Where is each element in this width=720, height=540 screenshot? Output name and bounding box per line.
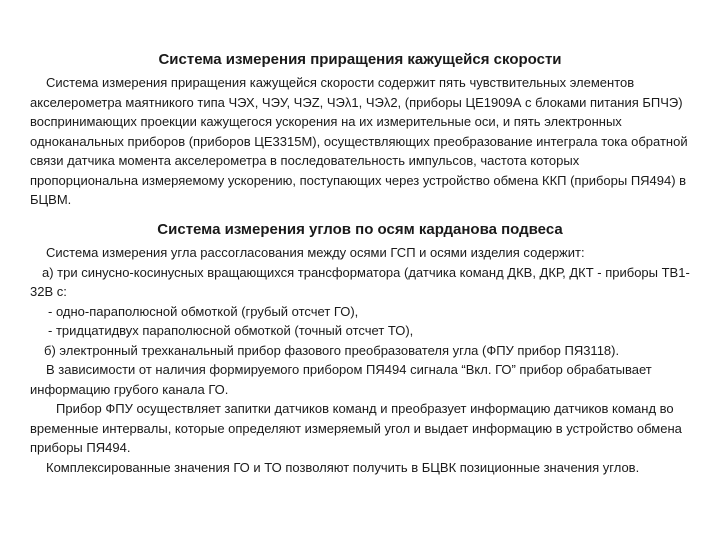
velocity-paragraph	[30, 73, 690, 210]
gimbal-sub-item-2: - тридцатидвух параполюсной обмоткой (точный отсчет ТО),	[48, 323, 414, 338]
gimbal-para-5: Комплексированные значения ГО и ТО позволяют получить в БЦВК позиционные значения углов.	[46, 459, 640, 475]
section-title-gimbal: Система измерения углов по осям карданова подвеса	[157, 221, 563, 238]
gimbal-para-4-text: Прибор ФПУ осуществляет запитки датчиков команд и преобразует информацию датчиков команд во временные интервалы, которые определяют измеряемый угол и выдает информацию в устройство обмена приборы ПЯ494.	[30, 401, 682, 455]
gimbal-item-a-text: а) три синусно-косинусных вращающихся трансформатора (датчика команд ДКВ, ДКР, ДКТ - приборы ТВ1-32В с:	[30, 264, 690, 299]
gimbal-item-b: б) электронный трехканальный прибор фазового преобразователя угла (ФПУ прибор ПЯ3118).	[44, 342, 620, 358]
gimbal-para-3: В зависимости от наличия формируемого прибором ПЯ494 сигнала “Вкл. ГО” прибор обрабатывает информацию грубого канала ГО.	[30, 362, 652, 397]
gimbal-sub-item-1: - одно-параполюсной обмоткой (грубый отсчет ГО),	[48, 303, 359, 319]
gimbal-para-4	[30, 399, 690, 458]
velocity-paragraph-text: Система измерения приращения кажущейся скорости содержит пять чувствительных элементов акселерометра маятникого типа ЧЭХ, ЧЭУ, ЧЭZ, ЧЭλ1, ЧЭλ2, (приборы ЦЕ1909А с блоками питания БПЧЭ) воспринимающих проекции кажущегося ускорения на их измерительные оси, и пять электронных одноканальных приборов (приборов ЦЕ3315М), осуществляющих преобразование интеграла тока обратной связи датчика момента акселерометра в последовательность импульсов, частота которых пропорциональна измеряемому ускорению, поступающих через устройство обмена ККП (приборы ПЯ494) в БЦВМ.	[30, 75, 688, 207]
gimbal-body	[30, 243, 690, 477]
section-velocity-measurement	[30, 50, 690, 210]
section-gimbal-angles	[30, 220, 690, 477]
gimbal-intro: Система измерения угла рассогласования между осями ГСП и осями изделия содержит:	[46, 245, 585, 260]
section-title-velocity: Система измерения приращения кажущейся скорости	[158, 51, 562, 68]
gimbal-item-a	[30, 263, 690, 302]
